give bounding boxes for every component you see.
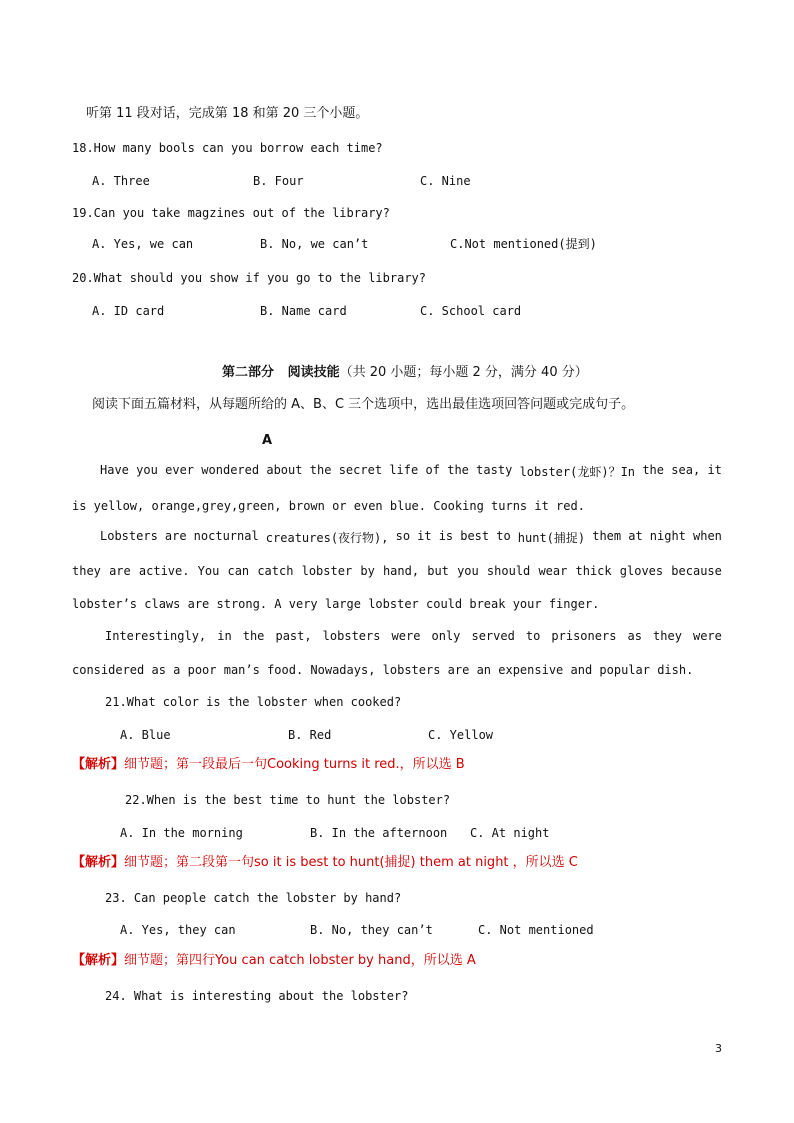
passage-word: you: [457, 564, 479, 578]
passage-word: by: [360, 564, 375, 578]
part2-heading-rest: （共 20 小题；每小题 2 分，满分 40 分）: [339, 365, 588, 380]
question-21-analysis: [72, 757, 465, 773]
listening-instruction: 听第 11 段对话，完成第 18 和第 20 三个小题。: [86, 106, 369, 121]
passage-word: Interestingly,: [105, 629, 207, 643]
part2-heading: [222, 365, 588, 381]
question-23-option-a: A. Yes, they can: [120, 923, 236, 937]
question-21-option-b: B. Red: [288, 728, 332, 742]
question-19-option-b: B. No, we can’t: [260, 237, 369, 251]
analysis-tag: 【解析】: [72, 757, 125, 772]
passage-word: wondered: [201, 463, 260, 477]
passage-word: best: [460, 529, 490, 543]
passage-word: secret: [338, 463, 383, 477]
question-20-option-b: B. Name card: [260, 304, 347, 318]
passage-line-1: [100, 463, 722, 480]
question-20-option-c: C. School card: [420, 304, 522, 318]
question-23-option-c: C. Not mentioned: [478, 923, 594, 937]
passage-word: is: [438, 529, 454, 543]
passage-word: were: [391, 629, 421, 643]
passage-line-6: [105, 629, 722, 643]
passage-word: they: [72, 564, 101, 578]
passage-line-3: [100, 529, 722, 546]
passage-word: sea,: [671, 463, 701, 477]
passage-word: Have: [100, 463, 129, 477]
question-18-stem: 18.How many bools can you borrow each time?: [72, 141, 383, 155]
passage-word: at: [628, 529, 643, 543]
passage-word: prisoners: [551, 629, 617, 643]
analysis-text: 细节题；第四行You can catch lobster by hand，所以选 A: [124, 953, 476, 968]
part2-instruction: 阅读下面五篇材料，从每题所给的 A、B、C 三个选项中，选出最佳选项回答问题或完成句子。: [92, 397, 635, 412]
passage-word: because: [671, 564, 722, 578]
question-19-option-a: A. Yes, we can: [92, 237, 194, 251]
analysis-text: 细节题；第一段最后一句Cooking turns it red.，所以选 B: [124, 757, 465, 772]
passage-word: night: [649, 529, 686, 543]
passage-word: lobsters: [322, 629, 381, 643]
passage-word: as: [627, 629, 642, 643]
passage-word: you: [136, 463, 158, 477]
analysis-tag: 【解析】: [72, 855, 125, 870]
passage-word: active.: [138, 564, 190, 578]
question-21-option-c: C. Yellow: [428, 728, 494, 742]
passage-word: to: [496, 529, 511, 543]
question-24-stem: 24. What is interesting about the lobster?: [105, 989, 409, 1003]
passage-word: were: [692, 629, 722, 643]
passage-word: the: [309, 463, 332, 477]
passage-word: only: [431, 629, 461, 643]
passage-word: they: [653, 629, 682, 643]
question-22-stem: 22.When is the best time to hunt the lobster?: [125, 793, 451, 807]
passage-word: served: [471, 629, 515, 643]
passage-word: nocturnal: [193, 529, 259, 543]
section-label-a: A: [262, 433, 273, 448]
question-21-option-a: A. Blue: [120, 728, 171, 742]
passage-line-7: considered as a poor man’s food. Nowadays, lobsters are an expensive and popular dish.: [72, 663, 694, 677]
passage-word: the: [642, 463, 664, 477]
question-23-analysis: [72, 953, 476, 969]
passage-line-5: lobster’s claws are strong. A very large lobster could break your finger.: [72, 597, 600, 611]
passage-word: thick: [575, 564, 612, 578]
passage-word: Lobsters: [100, 529, 158, 543]
passage-word: You: [197, 564, 220, 578]
passage-word: them: [592, 529, 622, 543]
passage-word: of: [425, 463, 440, 477]
passage-word: tasty: [476, 463, 513, 477]
question-20-stem: 20.What should you show if you go to the library?: [72, 271, 427, 285]
passage-word: ever: [165, 463, 195, 477]
question-22-option-c: C. At night: [470, 826, 550, 840]
analysis-tag: 【解析】: [72, 953, 125, 968]
question-23-option-b: B. No, they can’t: [310, 923, 433, 937]
question-20-option-a: A. ID card: [92, 304, 165, 318]
question-19-option-c: C.Not mentioned(提到): [450, 237, 597, 251]
passage-word: life: [389, 463, 419, 477]
passage-word: so: [395, 529, 411, 543]
passage-word: should: [486, 564, 531, 578]
question-18-option-a: A. Three: [92, 174, 150, 188]
question-22-option-a: A. In the morning: [120, 826, 243, 840]
passage-word: about: [266, 463, 303, 477]
question-18-option-b: B. Four: [253, 174, 304, 188]
passage-word: in: [217, 629, 232, 643]
passage-word: past,: [275, 629, 312, 643]
passage-word: to: [525, 629, 541, 643]
passage-word: hand,: [382, 564, 420, 578]
passage-word: gloves: [619, 564, 664, 578]
part2-heading-bold: 第二部分 阅读技能: [222, 365, 340, 380]
passage-word: lobster(龙虾)？In: [519, 465, 636, 479]
passage-word: the: [242, 629, 265, 643]
analysis-text: 细节题；第二段第一句so it is best to hunt(捕捉) them at night ，所以选 C: [124, 855, 578, 870]
passage-word: hunt(捕捉): [517, 531, 586, 545]
passage-word: are: [164, 529, 187, 543]
passage-word: creatures(夜行物),: [265, 531, 389, 545]
passage-word: but: [427, 564, 449, 578]
passage-word: it: [707, 463, 722, 477]
question-22-option-b: B. In the afternoon: [310, 826, 448, 840]
passage-word: are: [109, 564, 131, 578]
question-18-option-c: C. Nine: [420, 174, 471, 188]
passage-word: lobster: [301, 564, 353, 578]
passage-word: when: [693, 529, 722, 543]
question-21-stem: 21.What color is the lobster when cooked?: [105, 695, 402, 709]
passage-word: the: [447, 463, 469, 477]
question-22-analysis: [72, 855, 578, 871]
passage-word: can: [227, 564, 250, 578]
passage-line-4: [72, 564, 722, 578]
question-19-stem: 19.Can you take magzines out of the library?: [72, 206, 390, 220]
passage-word: catch: [257, 564, 294, 578]
page-number: 3: [715, 1042, 722, 1055]
passage-word: wear: [538, 564, 568, 578]
passage-line-2: is yellow, orange,grey,green, brown or even blue. Cooking turns it red.: [72, 499, 585, 513]
passage-word: it: [417, 529, 432, 543]
question-23-stem: 23. Can people catch the lobster by hand?: [105, 891, 402, 905]
